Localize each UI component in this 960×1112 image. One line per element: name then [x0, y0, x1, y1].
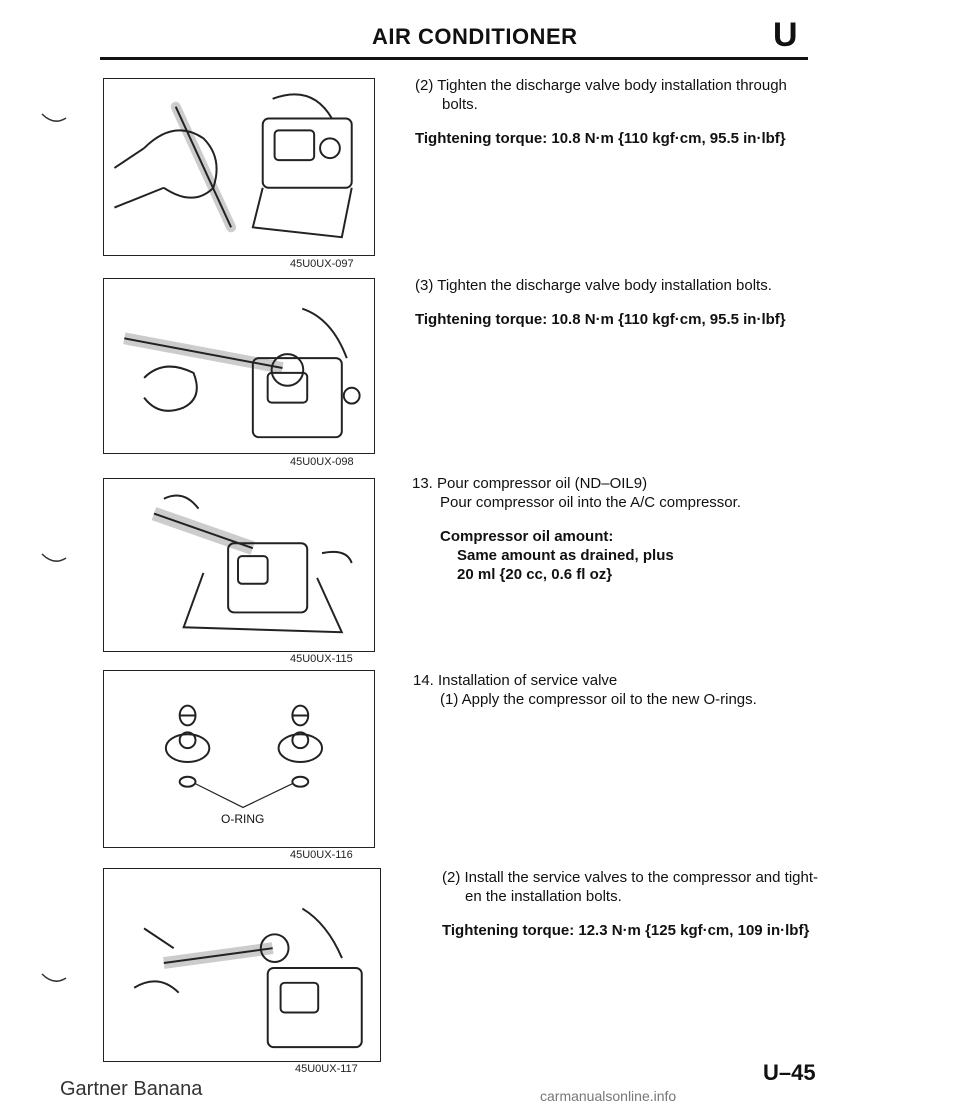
figure-pour-oil — [103, 478, 375, 652]
figure-code: 45U0UX-116 — [290, 849, 353, 861]
page-number: U–45 — [763, 1060, 816, 1085]
figure-o-rings — [103, 670, 375, 848]
step-14-2-text: (2) Install the service valves to the compressor and tight- — [442, 869, 818, 886]
figure-tighten-through-bolts — [103, 78, 375, 256]
figure-code: 45U0UX-097 — [290, 258, 354, 270]
section-letter: U — [773, 16, 798, 54]
binder-mark — [40, 110, 70, 140]
torque-spec: Tightening torque: 10.8 N·m {110 kgf·cm, 95.5 in·lbf} — [415, 311, 786, 328]
o-ring-label: O-RING — [221, 812, 265, 826]
wrench-service-valve-illustration — [104, 869, 380, 1061]
step-2-text-cont: bolts. — [442, 96, 478, 113]
footer-left-text: Gartner Banana — [60, 1078, 203, 1100]
figure-install-service-valve — [103, 868, 381, 1062]
binder-mark — [40, 970, 70, 1000]
step-3-text: (3) Tighten the discharge valve body installation bolts. — [415, 277, 772, 294]
oil-amount-value: Same amount as drained, plus — [457, 547, 674, 564]
binder-mark — [40, 550, 70, 580]
oil-amount-value: 20 ml {20 cc, 0.6 fl oz} — [457, 566, 613, 583]
figure-code: 45U0UX-117 — [295, 1063, 358, 1075]
hand-wrench-compressor-illustration — [104, 79, 374, 255]
oil-pour-illustration — [104, 479, 374, 651]
page-header-title: AIR CONDITIONER — [372, 24, 578, 49]
step-13-text: Pour compressor oil into the A/C compressor. — [440, 494, 741, 511]
figure-tighten-bolts — [103, 278, 375, 454]
oil-amount-label: Compressor oil amount: — [440, 528, 614, 545]
step-14-heading: 14. Installation of service valve — [413, 672, 618, 689]
step-2-text: (2) Tighten the discharge valve body installation through — [415, 77, 787, 94]
watermark: carmanualsonline.info — [540, 1088, 677, 1104]
step-14-text: (1) Apply the compressor oil to the new O-rings. — [440, 691, 757, 708]
ratchet-compressor-illustration — [104, 279, 374, 453]
step-14-2-text-cont: en the installation bolts. — [465, 888, 622, 905]
figure-code: 45U0UX-115 — [290, 653, 353, 665]
torque-spec: Tightening torque: 10.8 N·m {110 kgf·cm, 95.5 in·lbf} — [415, 130, 786, 147]
step-13-heading: 13. Pour compressor oil (ND–OIL9) — [412, 475, 648, 492]
header-rule — [100, 57, 808, 60]
torque-spec: Tightening torque: 12.3 N·m {125 kgf·cm, 109 in·lbf} — [442, 922, 810, 939]
figure-code: 45U0UX-098 — [290, 456, 354, 468]
